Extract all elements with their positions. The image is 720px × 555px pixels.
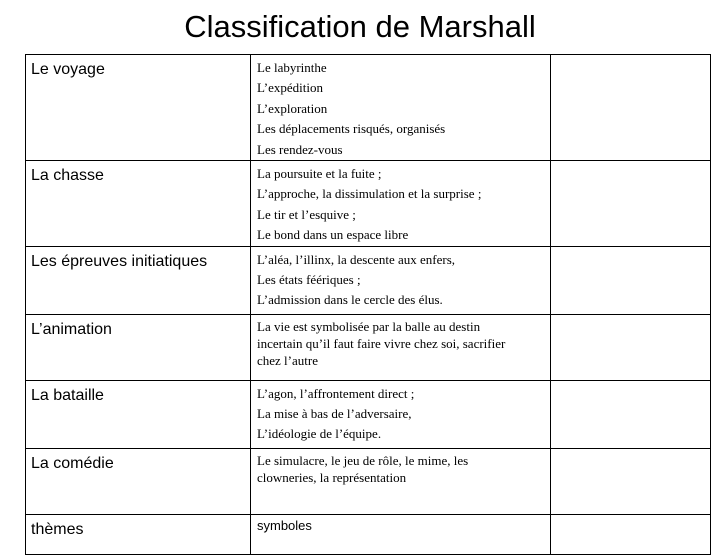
symbol-cell [251,246,551,314]
symbol-cell [251,514,551,554]
symbol-list [251,247,550,311]
theme-label: thèmes [31,520,84,538]
theme-cell [26,246,251,314]
symbol-line: Les états féériques ; [257,272,361,288]
symbol-line: L’admission dans le cercle des élus. [257,292,443,308]
table-row [26,161,711,247]
symbol-list [251,515,550,533]
theme-cell [26,314,251,380]
symbol-cell [251,55,551,161]
table-row [26,514,711,554]
empty-cell [551,314,711,380]
table-row [26,448,711,514]
empty-cell [551,55,711,161]
theme-cell [26,55,251,161]
empty-cell [551,246,711,314]
theme-label: La bataille [31,386,104,404]
theme-cell [26,380,251,448]
symbol-list [251,161,550,246]
symbol-line: La vie est symbolisée par la balle au destin [257,318,481,334]
empty-cell [551,448,711,514]
page-title: Classification de Marshall [184,9,536,44]
empty-cell [551,514,711,554]
symbol-list [251,381,550,445]
symbol-list [251,315,550,369]
theme-label: Les épreuves initiatiques [31,252,208,270]
table-row [26,380,711,448]
symbol-cell [251,161,551,247]
table-row [26,55,711,161]
symbol-line: symboles [257,517,312,533]
theme-label: La comédie [31,454,114,472]
symbol-line: incertain qu’il faut faire vivre chez soi, sacrifier [257,335,506,351]
theme-cell [26,448,251,514]
symbol-line: Le tir et l’esquive ; [257,206,356,222]
symbol-line: L’expédition [257,80,323,96]
symbol-line: L’exploration [257,100,328,116]
empty-cell [551,380,711,448]
symbol-line: Les rendez-vous [257,141,343,157]
symbol-line: Les déplacements risqués, organisés [257,121,446,137]
symbol-line: chez l’autre [257,352,318,368]
classification-table [25,54,711,555]
table-row [26,314,711,380]
symbol-line: La poursuite et la fuite ; [257,166,382,182]
symbol-line: clowneries, la représentation [257,469,407,485]
theme-label: L’animation [31,320,112,338]
theme-cell [26,161,251,247]
symbol-line: L’approche, la dissimulation et la surprise ; [257,186,482,202]
symbol-cell [251,314,551,380]
symbol-list [251,55,550,160]
symbol-list [251,449,550,486]
theme-label: La chasse [31,167,104,185]
symbol-cell [251,448,551,514]
symbol-line: La mise à bas de l’adversaire, [257,406,412,422]
table-row [26,246,711,314]
symbol-line: L’aléa, l’illinx, la descente aux enfers, [257,251,456,267]
symbol-line: Le simulacre, le jeu de rôle, le mime, les [257,452,469,468]
symbol-line: L’agon, l’affrontement direct ; [257,385,415,401]
symbol-cell [251,380,551,448]
empty-cell [551,161,711,247]
symbol-line: Le labyrinthe [257,60,327,75]
symbol-line: Le bond dans un espace libre [257,227,409,243]
theme-cell [26,514,251,554]
theme-label: Le voyage [31,61,105,78]
symbol-line: L’idéologie de l’équipe. [257,426,382,442]
